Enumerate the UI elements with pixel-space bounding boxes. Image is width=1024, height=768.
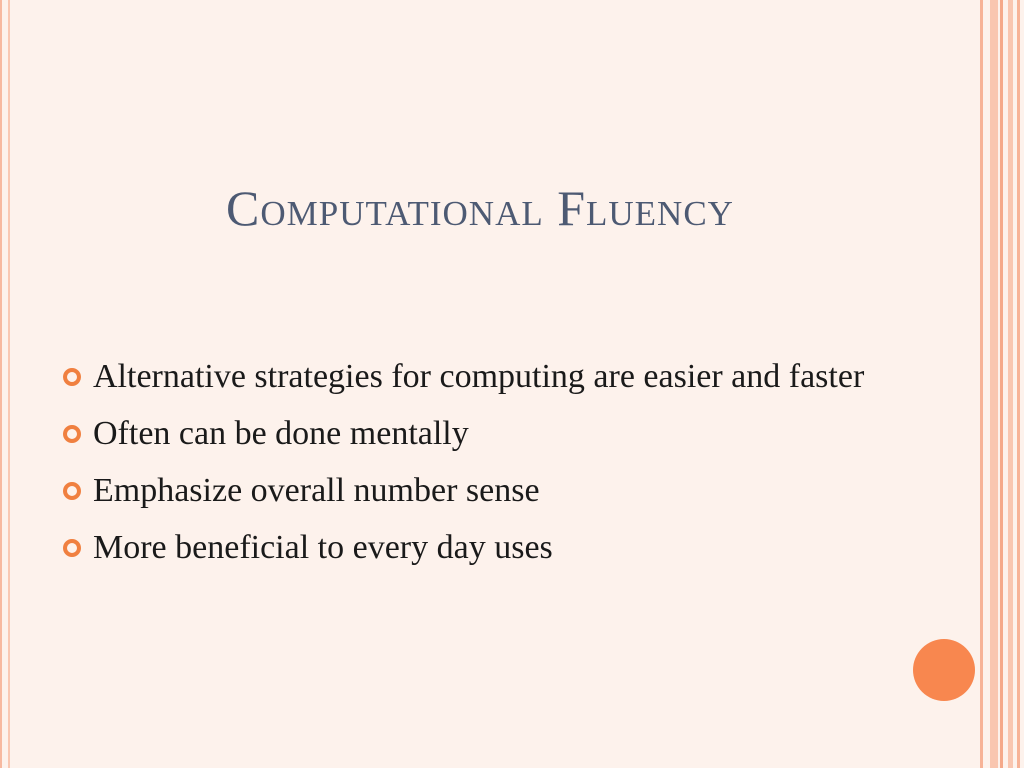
bullet-item [60, 354, 890, 399]
ring-bullet-icon [63, 425, 81, 443]
ring-bullet-icon [63, 539, 81, 557]
bullet-item [60, 468, 890, 513]
ring-bullet-icon [63, 368, 81, 386]
bullet-item [60, 411, 890, 456]
right-decor-stripe [1008, 0, 1013, 768]
right-decor-stripe [980, 0, 983, 768]
bullet-text: Alternative strategies for computing are easier and faster [93, 358, 865, 395]
ring-bullet-icon [63, 482, 81, 500]
right-decor-stripe [1000, 0, 1003, 768]
bullet-text: More beneficial to every day uses [93, 529, 553, 566]
bullet-text: Emphasize overall number sense [93, 472, 540, 509]
bullet-item [60, 525, 890, 570]
right-decor-stripe [990, 0, 998, 768]
bullet-list [60, 354, 890, 582]
left-border-line [8, 0, 10, 768]
right-decor-stripe [1017, 0, 1020, 768]
left-border-line [0, 0, 2, 768]
bullet-text: Often can be done mentally [93, 415, 469, 452]
decor-circle [913, 639, 975, 701]
slide-title: Computational Fluency [226, 180, 734, 236]
